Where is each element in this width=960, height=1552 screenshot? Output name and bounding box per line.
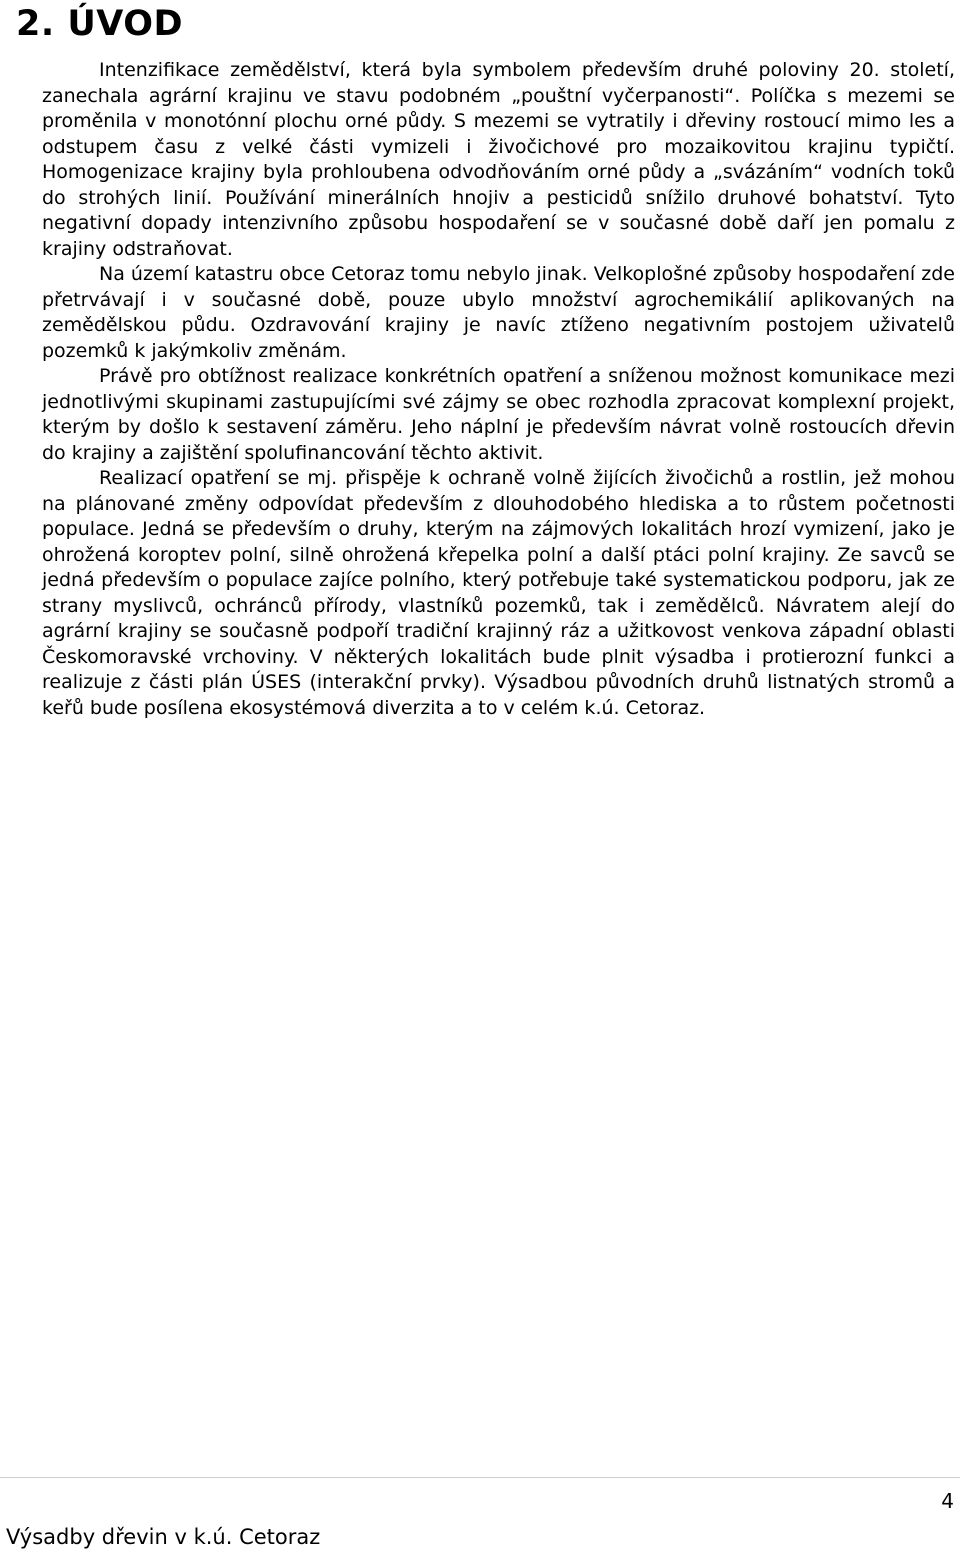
section-heading: 2. ÚVOD (16, 4, 184, 44)
footer-divider (0, 1477, 960, 1478)
paragraph: Realizací opatření se mj. přispěje k ochraně volně žijících živočichů a rostlin, jež mohou na plánované změny odpovídat především z dlouhodobého hlediska a to růstem početnosti populace. Jedná se především o druhy, kterým na zájmových lokalitách hrozí vymizení, jako je ohrožená koroptev polní, silně ohrožená křepelka polní a další ptáci polní krajiny. Ze savců se jedná především o populace zajíce polního, který potřebuje také systematickou podporu, jak ze strany myslivců, ochránců přírody, vlastníků pozemků, tak i zemědělců. Návratem alejí do agrární krajiny se současně podpoří tradiční krajinný ráz a užitkovost venkova západní oblasti Českomoravské vrchoviny. V některých lokalitách bude plnit výsadba i protierozní funkci a realizuje z části plán ÚSES (interakční prvky). Výsadbou původních druhů listnatých stromů a keřů bude posílena ekosystémová diverzita a to v celém k.ú. Cetoraz. (42, 467, 955, 719)
page-number: 4 (941, 1489, 954, 1513)
footer-title: Výsadby dřevin v k.ú. Cetoraz (6, 1525, 321, 1549)
paragraph: Na území katastru obce Cetoraz tomu nebylo jinak. Velkoplošné způsoby hospodaření zde přetrvávají i v současné době, pouze ubylo množství agrochemikálií aplikovaných na zemědělskou půdu. Ozdravování krajiny je navíc ztíženo negativním postojem uživatelů pozemků k jakýmkoliv změnám. (42, 263, 955, 362)
paragraph: Intenzifikace zemědělství, která byla symbolem především druhé poloviny 20. století, zanechala agrární krajinu ve stavu podobném „pouštní vyčerpanosti“. Políčka s mezemi se proměnila v monotónní plochu orné půdy. S mezemi se vytratily i dřeviny rostoucí mimo les a odstupem času z velké části vymizeli i živočichové pro mozaikovitou krajinu typičtí. Homogenizace krajiny byla prohloubena odvodňováním orné půdy a „svázáním“ vodních toků do strohých linií. Používání minerálních hnojiv a pesticidů snížilo druhové bohatství. Tyto negativní dopady intenzivního způsobu hospodaření se v současné době daří jen pomalu z krajiny odstraňovat. (42, 59, 955, 260)
body-text (42, 58, 955, 721)
paragraph: Právě pro obtížnost realizace konkrétních opatření a sníženou možnost komunikace mezi jednotlivými skupinami zastupujícími své zájmy se obec rozhodla zpracovat komplexní projekt, kterým by došlo k sestavení záměru. Jeho náplní je především návrat volně rostoucích dřevin do krajiny a zajištění spolufinancování těchto aktivit. (42, 365, 955, 464)
